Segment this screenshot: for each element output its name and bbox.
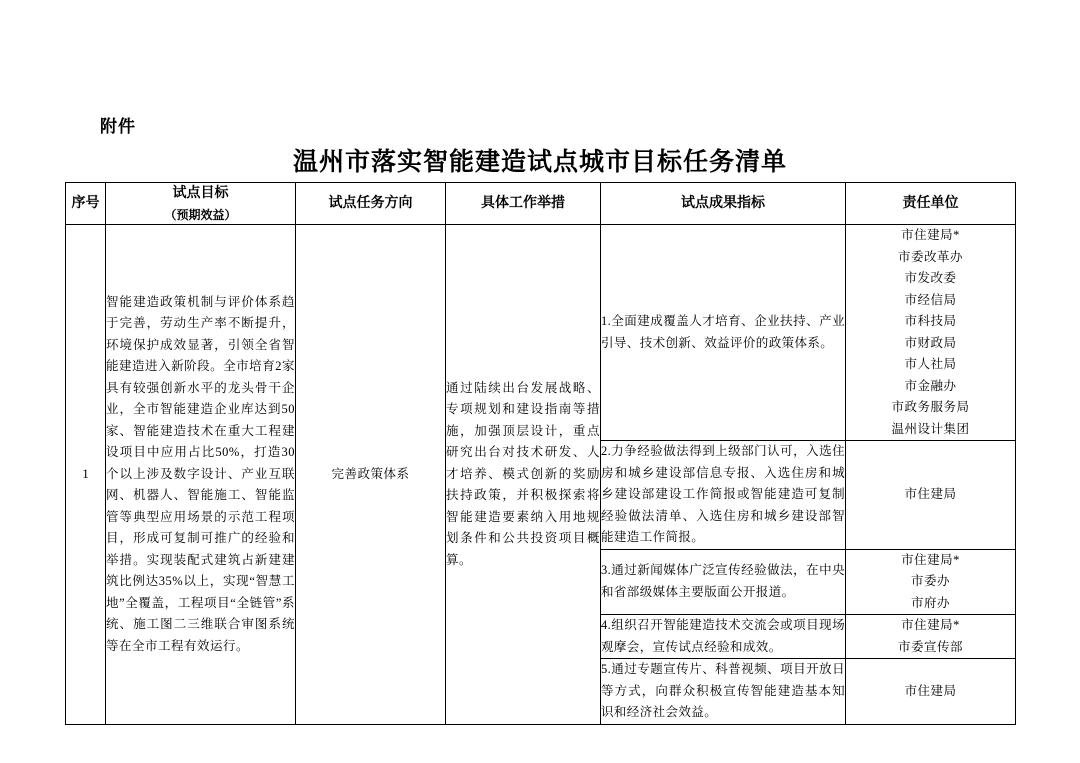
unit-item: 市经信局: [904, 292, 957, 307]
header-direction: 试点任务方向: [296, 183, 446, 225]
outcome-item: 4.组织召开智能建造技术交流会或项目现场观摩会，宣传试点经验和成效。: [601, 615, 846, 659]
unit-list-3: [846, 615, 1015, 658]
unit-item: 市住建局*: [901, 618, 960, 632]
header-goal-sub: （预期效益）: [164, 208, 237, 222]
responsible-units: [846, 615, 1016, 659]
row-direction: 完善政策体系: [296, 225, 446, 725]
header-goal: [106, 183, 296, 225]
header-goal-main: 试点目标: [172, 186, 229, 201]
unit-item: 市住建局: [904, 487, 957, 501]
unit-item: 市委改革办: [897, 249, 963, 264]
unit-item: 市委办: [910, 574, 950, 588]
outcome-item: 3.通过新闻媒体广泛宣传经验做法，在中央和省部级媒体主要版面公开报道。: [601, 549, 846, 615]
unit-item: 市人社局: [904, 357, 957, 371]
outcome-item: 2.力争经验做法得到上级部门认可，入选住房和城乡建设部信息专报、入选住房和城乡建设部建设工作简报或智能建造可复制经验做法清单、入选住房和城乡建设部智能建造工作简报。: [601, 441, 846, 550]
row-goal: 智能建造政策机制与评价体系趋于完善，劳动生产率不断提升，环境保护成效显著，引领全省智能建造进入新阶段。全市培育2家具有较强创新水平的龙头骨干企业，全市智能建造企业库达到50家、智能建造技术在重大工程建设项目中应用占比50%，打造30个以上涉及数字设计、产业互联网、机器人、智能施工、智能监管等典型应用场景的示范工程项目，形成可复制可推广的经验和举措。实现装配式建筑占新建建筑比例达35%以上，实现“智慧工地”全覆盖，工程项目“全链管”系统、施工图二三维联合审图系统等在全市工程有效运行。: [106, 225, 296, 725]
header-seq: 序号: [66, 183, 106, 225]
unit-item: 市住建局: [904, 683, 957, 698]
header-units: 责任单位: [846, 183, 1016, 225]
row-seq: 1: [66, 225, 106, 725]
unit-item: 市科技局: [904, 314, 957, 328]
unit-item: 温州设计集团: [891, 421, 970, 436]
responsible-units: [846, 549, 1016, 615]
responsible-units: [846, 659, 1016, 725]
attachment-label: 附件: [100, 117, 136, 136]
page-title: 温州市落实智能建造试点城市目标任务清单: [292, 149, 787, 176]
unit-item: 市府办: [910, 595, 950, 610]
unit-list-1: [846, 484, 1015, 506]
unit-item: 市委宣传部: [897, 639, 963, 654]
unit-list-0: [846, 225, 1015, 440]
table-row: [66, 225, 1016, 441]
outcome-item: 1.全面建成覆盖人才培育、企业扶持、产业引导、技术创新、效益评价的政策体系。: [601, 225, 846, 441]
outcome-item: 5.通过专题宣传片、科普视频、项目开放日等方式，向群众积极宣传智能建造基本知识和经济社会效益。: [601, 659, 846, 725]
unit-item: 市住建局*: [901, 228, 960, 242]
unit-item: 市金融办: [904, 378, 957, 393]
unit-item: 市财政局: [904, 335, 957, 350]
unit-item: 市住建局*: [901, 552, 960, 567]
unit-list-2: [846, 550, 1015, 615]
unit-list-4: [846, 681, 1015, 703]
table-header-row: [66, 183, 1016, 225]
row-measures: 通过陆续出台发展战略、专项规划和建设指南等措施，加强顶层设计，重点研究出台对技术研发、人才培养、模式创新的奖励扶持政策，并积极探索将智能建造要素纳入用地规划条件和公共投资项目概算。: [446, 225, 601, 725]
header-outcomes: 试点成果指标: [601, 183, 846, 225]
unit-item: 市政务服务局: [891, 400, 970, 414]
unit-item: 市发改委: [904, 271, 957, 285]
responsible-units: [846, 441, 1016, 550]
task-list-table: [65, 182, 1016, 725]
responsible-units: [846, 225, 1016, 441]
header-measures: 具体工作举措: [446, 183, 601, 225]
